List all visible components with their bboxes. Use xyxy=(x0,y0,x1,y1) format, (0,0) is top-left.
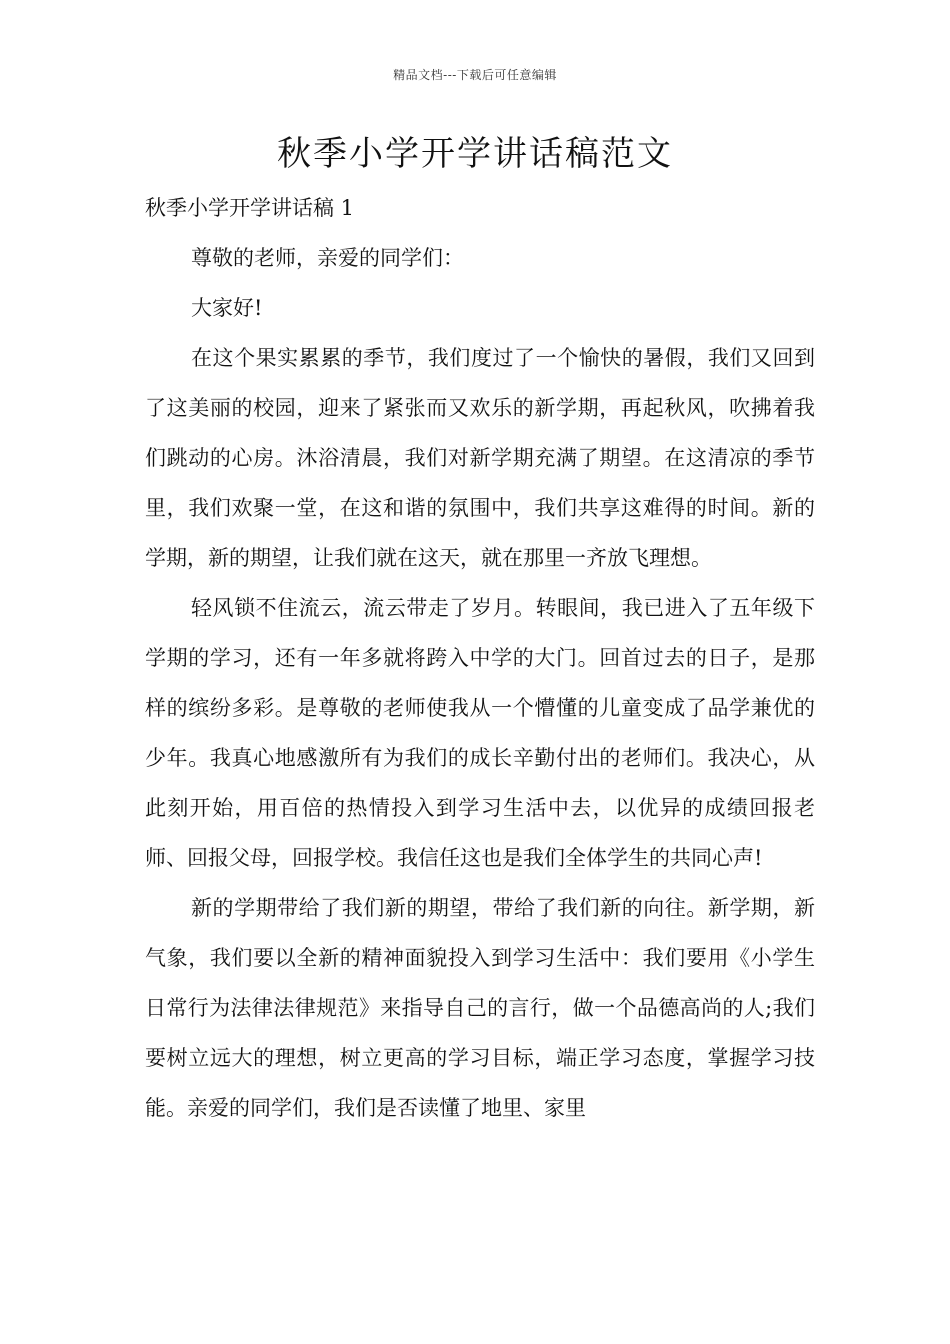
section-heading: 秋季小学开学讲话稿 1 xyxy=(145,196,355,220)
paragraph-body: 轻风锁不住流云，流云带走了岁月。转眼间，我已进入了五年级下学期的学习，还有一年多就将跨入中学的大门。回首过去的日子，是那样的缤纷多彩。是尊敬的老师使我从一个懵懂的儿童变成了品学兼优的少年。我真心地感激所有为我们的成长辛勤付出的老师们。我决心，从此刻开始，用百倍的热情投入到学习生活中去，以优异的成绩回报老师、回报父母，回报学校。我信任这也是我们全体学生的共同心声! xyxy=(145,596,815,870)
paragraph-salutation: 尊敬的老师，亲爱的同学们： xyxy=(191,246,464,270)
header-note: 精品文档---下载后可任意编辑 xyxy=(393,68,557,82)
document-body xyxy=(145,183,815,1133)
document-title: 秋季小学开学讲话稿范文 xyxy=(277,134,673,174)
paragraph-body: 新的学期带给了我们新的期望，带给了我们新的向往。新学期，新气象，我们要以全新的精神面貌投入到学习生活中：我们要用《小学生日常行为法律法律规范》来指导自己的言行，做一个品德高尚的人;我们要树立远大的理想，树立更高的学习目标，端正学习态度，掌握学习技能。亲爱的同学们，我们是否读懂了地里、家里 xyxy=(145,896,815,1120)
paragraph-body: 在这个果实累累的季节，我们度过了一个愉快的暑假，我们又回到了这美丽的校园，迎来了紧张而又欢乐的新学期，再起秋风，吹拂着我们跳动的心房。沐浴清晨，我们对新学期充满了期望。在这清凉的季节里，我们欢聚一堂，在这和谐的氛围中，我们共享这难得的时间。新的学期，新的期望，让我们就在这天，就在那里一齐放飞理想。 xyxy=(145,346,815,570)
paragraph-greeting: 大家好! xyxy=(191,296,263,320)
